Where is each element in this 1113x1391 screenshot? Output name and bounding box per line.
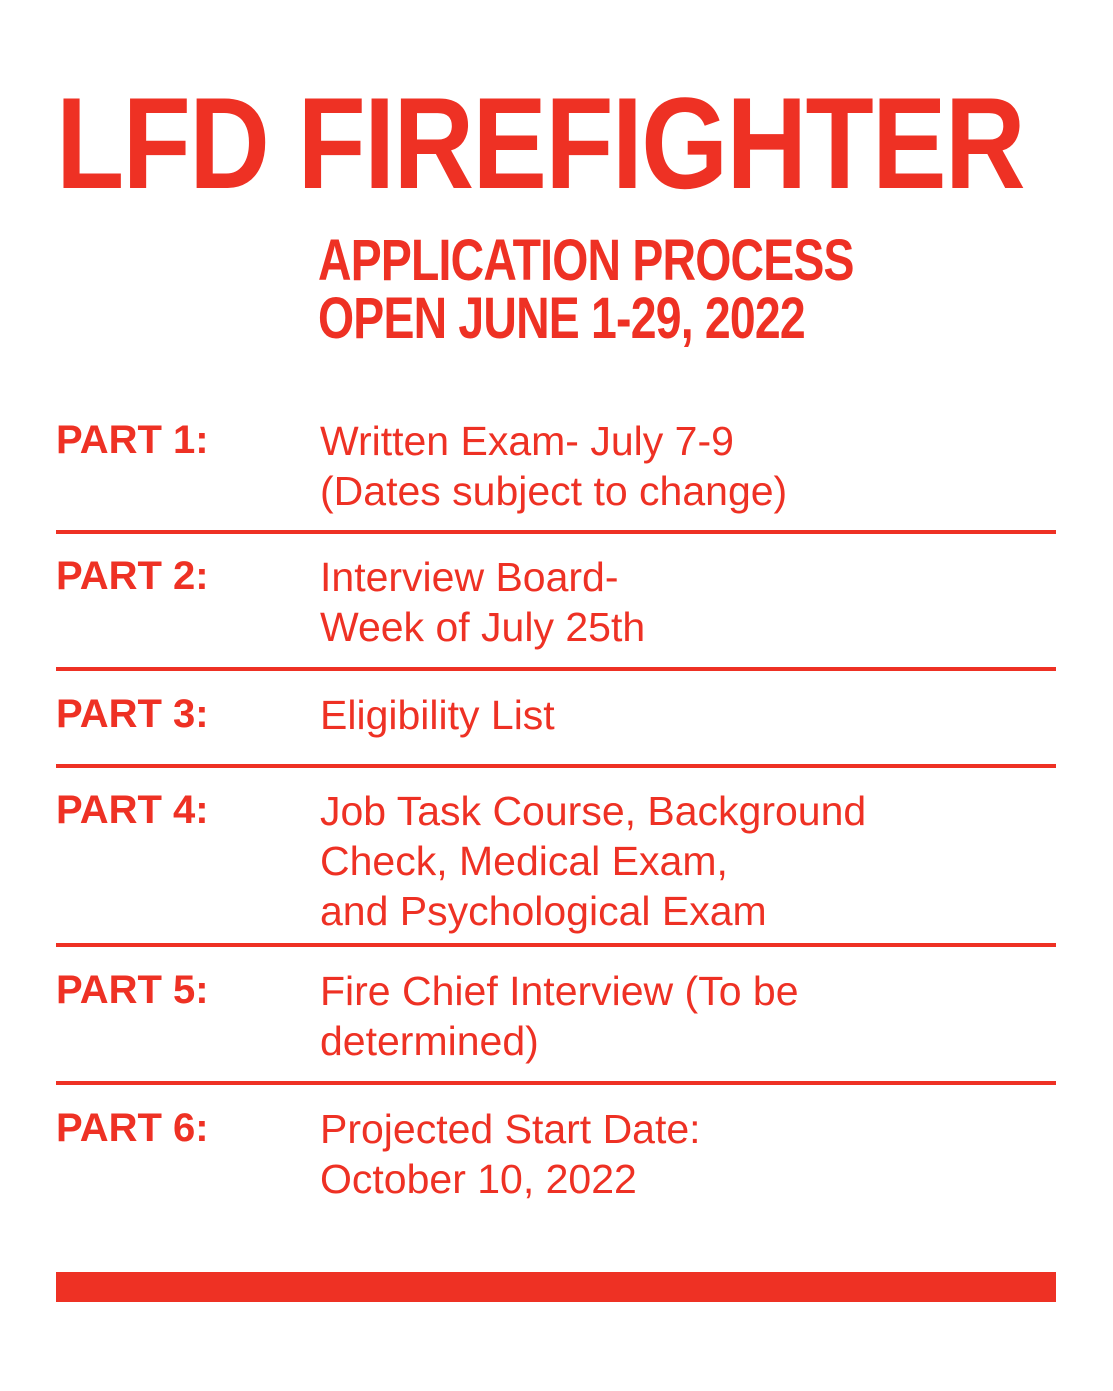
subtitle-line-1: APPLICATION PROCESS (318, 228, 854, 293)
part-description (320, 690, 1020, 740)
part-label: PART 5: (56, 968, 209, 1012)
part-description-line: Job Task Course, Background (320, 788, 867, 834)
part-label: PART 2: (56, 554, 209, 598)
part-description-line: Week of July 25th (320, 604, 646, 650)
subtitle-line-2: OPEN JUNE 1-29, 2022 (318, 286, 805, 351)
bottom-bar (56, 1272, 1056, 1302)
part-description-line: (Dates subject to change) (320, 468, 788, 514)
part-description-line: and Psychological Exam (320, 888, 767, 934)
part-label: PART 4: (56, 788, 209, 832)
part-description-line: Check, Medical Exam, (320, 838, 728, 884)
divider (56, 1081, 1056, 1085)
part-description-line: Eligibility List (320, 692, 555, 738)
subtitle (318, 228, 854, 351)
part-label: PART 6: (56, 1106, 209, 1150)
divider (56, 943, 1056, 947)
part-description (320, 966, 1020, 1066)
part-description-line: October 10, 2022 (320, 1156, 637, 1202)
part-description-line: Projected Start Date: (320, 1106, 701, 1152)
part-description (320, 1104, 1020, 1204)
part-description (320, 416, 1020, 516)
part-description-line: Fire Chief Interview (To be (320, 968, 799, 1014)
divider (56, 667, 1056, 671)
divider (56, 530, 1056, 534)
part-label: PART 3: (56, 692, 209, 736)
part-description-line: Interview Board- (320, 554, 619, 600)
page-title: LFD FIREFIGHTER (56, 70, 1024, 216)
part-description (320, 786, 1020, 936)
part-description-line: Written Exam- July 7-9 (320, 418, 734, 464)
part-description (320, 552, 1020, 652)
part-description-line: determined) (320, 1018, 539, 1064)
part-label: PART 1: (56, 418, 209, 462)
divider (56, 764, 1056, 768)
